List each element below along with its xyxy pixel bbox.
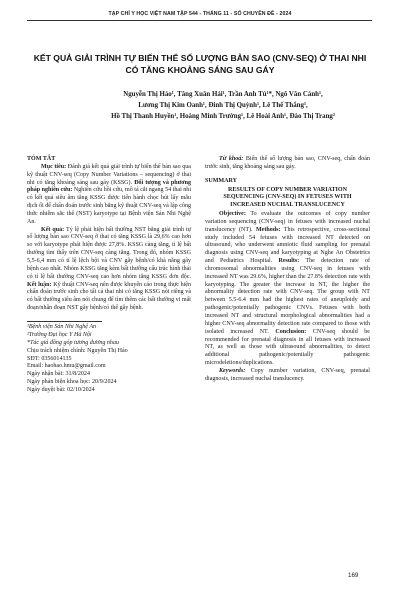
contact-info: Ngày duyệt bài: 02/10/2024	[27, 387, 95, 394]
keywords-en: Keywords: Copy number variation, CNV-seq, prenatal diagnosis, increased nuchal translucency.	[205, 367, 370, 382]
author-line: Nguyễn Thị Hảo¹, Tăng Xuân Hải¹, Trần Anh Tú¹*, Ngô Văn Cảnh¹,	[123, 91, 323, 98]
footnote-affiliation: ¹Bệnh viện Sản Nhi Nghệ An	[27, 323, 97, 330]
footnote-note: *Tác giả đồng góp tương đương nhau	[27, 339, 119, 346]
results-vi: Kết quả: Tỷ lệ phát hiện bất thường NST bằng giải trình tự số lượng bản sao CNV-seq ở thai có tăng KSSG là 29,6% cao hơn so với karyotype phát hiện được 27,8%. KSSG càng tăng, tỉ lệ bất thường tìm thấy trên CNV-seq càng tăng. Trong đó, nhóm KSSG 5,5-6,4 mm có tỉ lệ lệch bội và CNV gây bệnh/có khả năng gây bệnh cao nhất. Nhóm KSSG tăng kèm bất thường cấu trúc hình thái có tỉ lệ bất thường CNV-seq cao hơn nhóm tăng KSSG đơn độc. Kết luận: Kỹ thuật CNV-seq nên được khuyến cáo trong thực hiện chẩn đoán trước sinh cho tất cả thai nhi có tăng KSSG nói riêng và có bất thường siêu âm nói chung để tìm thêm các bất thường vi mất đoạn/nhân đoạn NST gây bệnh/có thể gây bệnh.	[27, 226, 192, 312]
left-column	[27, 156, 191, 395]
author-list	[70, 89, 376, 122]
abstract-heading: TÓM TẮT	[27, 156, 56, 162]
author-line: Lương Thị Kim Oanh¹, Đinh Thị Quỳnh¹, Lê Thế Thắng¹,	[138, 102, 308, 110]
page-number: 169	[348, 572, 359, 579]
journal-header: TẠP CHÍ Y HỌC VIỆT NAM TẬP 544 - THÁNG 11 - SỐ CHUYÊN ĐỀ - 2024	[108, 11, 292, 17]
contact-info: Ngày nhận bài: 31/8/2024	[27, 371, 90, 378]
contact-info: SĐT: 0356014135	[27, 355, 72, 362]
header-divider	[27, 20, 372, 21]
contact-info: Chịu trách nhiệm chính: Nguyễn Thị Hảo	[27, 347, 128, 354]
summary-title: RESULTS OF COPY NUMBER VARIATION SEQUENCING (CNV-SEQ) IN FETUSES WITH INCREASED NUCHAL TRANSLUCENCY	[223, 186, 352, 208]
summary-heading: SUMMARY	[205, 177, 238, 184]
article-title: KẾT QUẢ GIẢI TRÌNH TỰ BIẾN THỂ SỐ LƯỢNG BẢN SAO (CNV-SEQ) Ở THAI NHI CÓ TĂNG KHOẢNG SÁNG SAU GÁY	[33, 53, 367, 75]
objective-vi: Mục tiêu: Đánh giá kết quả giải trình tự biến thể bản sao qua kỹ thuật CNV-seq (Copy Number Variations – sequencing) ở thai nhi có tăng khoảng sáng sau gáy (KSSG). Đối tượng và phương pháp nghiên cứu: Nghiên cứu hồi cứu, mô tả cắt ngang 54 thai nhi có kết quả siêu âm tăng KSSG được tiến hành chọc hút lấy mẫu dịch ối để chẩn đoán trước sinh bằng kỹ thuật CNV-seq và lập công thức nhiễm sắc thể (NST) karyotype tại Bệnh viện Sản Nhi Nghệ An.	[27, 163, 192, 225]
keywords-vi: Từ khoá: Biến thể số lượng bản sao, CNV-seq, chẩn đoán trước sinh, tăng khoảng sáng sau gáy.	[205, 156, 371, 170]
contact-info: Ngày phản biện khoa học: 20/9/2024	[27, 379, 117, 386]
summary-body: Objective: To evaluate the outcomes of copy number variation sequencing (CNV-seq) in fetuses with increased nuchal translucency (NT). Methods: This retrospective, cross-sectional study included 54 fetuses with increased NT detected on ultrasound, who underwent amniotic fluid sampling for prenatal diagnosis using CNV-seq and karyotyping at Nghe An Obstetrics and Pediatrics Hospital. Results: The detection rate of chromosomal abnormalities using CNV-seq in fetuses with increased NT was 29.6%, higher than the 27.8% detection rate with karyotyping. The greater the increase in NT, the higher the abnormality detection rate with CNV-seq. The group with NT between 5.5-6.4 mm had the highest rates of aneuploidy and pathogenic/potentially pathogenic CNVs. Fetuses with both increased NT and structural morphological abnormalities had a higher CNV-seq abnormality detection rate compared to those with isolated increased NT. Conclusion: CNV-seq should be recommended for prenatal diagnosis in all fetuses with increased NT, as well as those with ultrasound abnormalities, to detect additional pathogenic/potentially pathogenic microdeletions/duplications.	[205, 211, 371, 367]
footnote-rule	[27, 321, 102, 322]
author-line: Hồ Thị Thanh Huyền¹, Hoàng Minh Trường¹, Lê Hoài Anh¹, Đào Thị Trang²	[111, 113, 335, 121]
footnotes	[27, 324, 191, 395]
right-column	[205, 156, 370, 384]
contact-info: Email: haohao.hmu@gmail.com	[27, 363, 106, 370]
footnote-affiliation: ²Trường Đại học Y Hà Nội	[27, 331, 92, 338]
